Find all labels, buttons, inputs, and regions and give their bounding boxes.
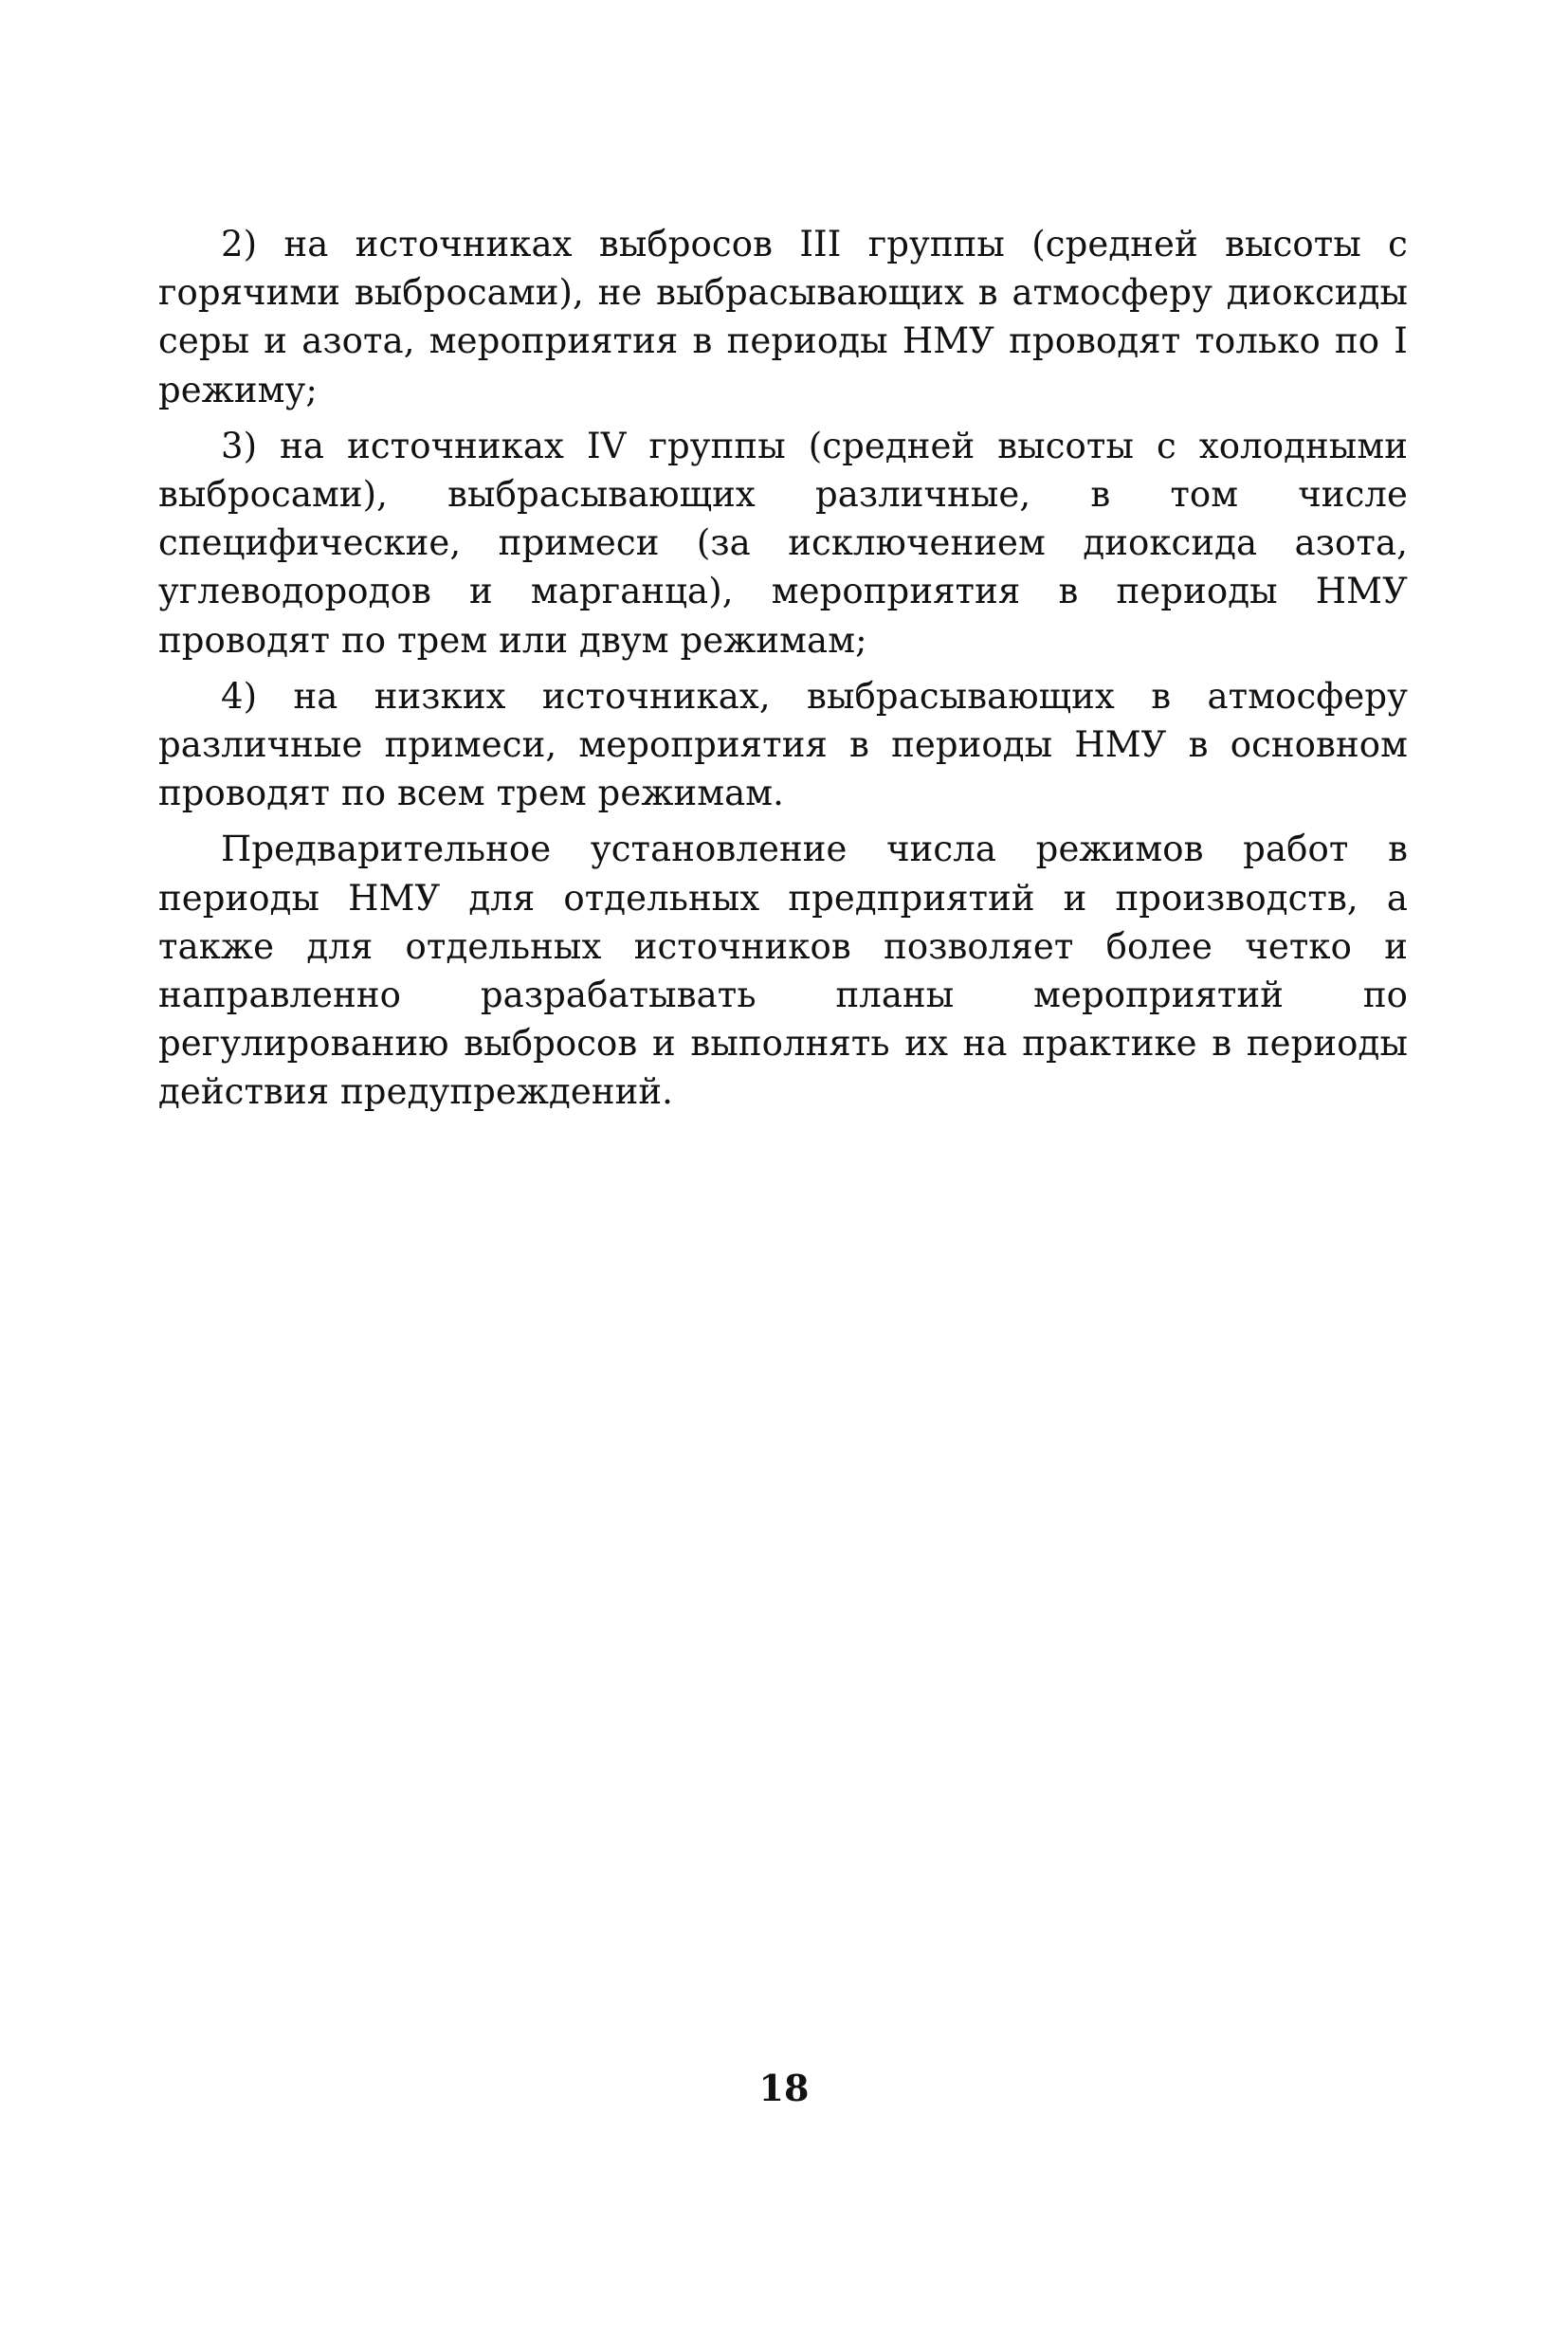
- page-number: 18: [758, 2067, 810, 2109]
- paragraph-source-group-3: 2) на источниках выбросов III группы (средней высоты с горячими выбросами), не выбрасывающих в атмосферу диоксиды серы и азота, мероприятия в периоды НМУ проводят только по I режиму;: [158, 224, 1408, 410]
- paragraph-source-group-4: 3) на источниках IV группы (средней высоты с холодными выбросами), выбрасывающих различные, в том числе специфические, примеси (за исключением диоксида азота, углеводородов и марганца), мероприятия в периоды НМУ проводят по трем или двум режимам;: [158, 425, 1408, 661]
- document-body: [158, 220, 1408, 1117]
- paragraph-conclusion: Предварительное установление числа режимов работ в периоды НМУ для отдельных предприятий и производств, а также для отдельных источников позволяет более четко и направленно разрабатывать планы мероприятий по регулированию выбросов и выполнять их на практике в периоды действия предупреждений.: [158, 829, 1408, 1113]
- paragraph-low-sources: 4) на низких источниках, выбрасывающих в атмосферу различные примеси, мероприятия в периоды НМУ в основном проводят по всем трем режимам.: [158, 675, 1408, 814]
